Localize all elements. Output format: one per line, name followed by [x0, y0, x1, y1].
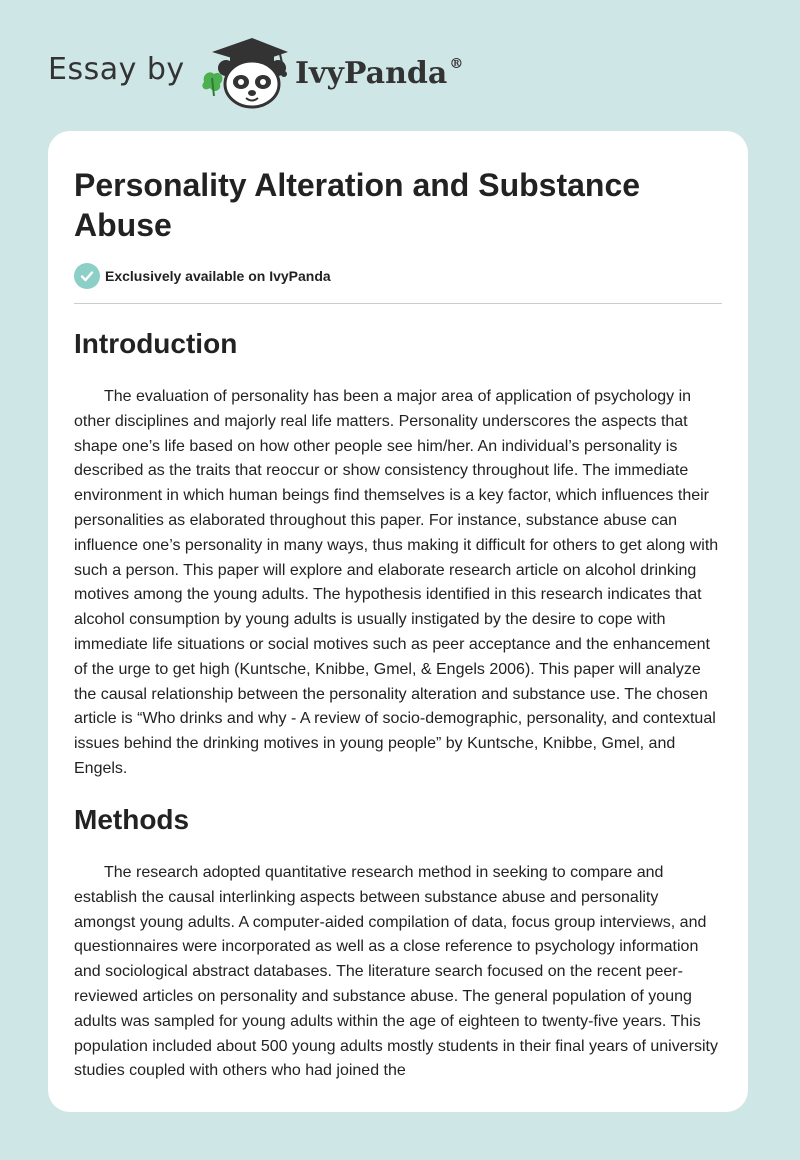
title-divider — [74, 303, 722, 304]
badge-text: Exclusively available on IvyPanda — [105, 268, 331, 284]
brand-name[interactable]: IvyPanda ® — [295, 56, 464, 91]
section-heading-methods: Methods — [74, 804, 190, 835]
panda-graduate-icon[interactable] — [200, 34, 290, 110]
section-heading-introduction: Introduction — [74, 328, 238, 359]
section-paragraph-introduction: The evaluation of personality has been a major area of application of psychology in other disciplines and majorly real life matters. Personality underscores the aspects that shape one’s life based on how other people see him/her. An individual’s personality is described as the traits that reoccur or show consistency throughout life. The immediate environment in which human beings find themselves is a key factor, which influences their personalities as elaborated throughout this paper. For instance, substance abuse can influence one’s personality in many ways, thus making it difficult for others to get along with such a person. This paper will explore and elaborate research article on alcohol drinking motives among the young adults. The hypothesis identified in this research indicates that alcohol consumption by young adults is usually instigated by the desire to cope with immediate life situations or social motives such as peer acceptance and the enhancement of the urge to get high (Kuntsche, Knibbe, Gmel, & Engels 2006). This paper will analyze the causal relationship between the personality alteration and substance use. The chosen article is “Who drinks and why - A review of socio-demographic, personality, and contextual issues behind the drinking motives in young people” by Kuntsche, Knibbe, Gmel, and Engels. — [74, 388, 719, 777]
page-title: Personality Alteration and Substance Abuse — [74, 167, 641, 243]
essay-by-label: Essay by — [48, 52, 185, 87]
essay-card — [48, 131, 748, 1112]
registered-mark: ® — [449, 56, 464, 72]
site-header — [48, 30, 508, 110]
exclusive-badge — [74, 263, 331, 289]
checkmark-icon — [74, 263, 100, 289]
section-paragraph-methods: The research adopted quantitative research method in seeking to compare and establish the causal interlinking aspects between substance abuse and personality amongst young adults. A computer-aided compilation of data, focus group interviews, and questionnaires were incorporated as well as a close reference to psychology information and sociological abstract databases. The literature search focused on the recent peer-reviewed articles on personality and substance abuse. The general population of young adults was sampled for young adults within the age of eighteen to twenty-five years. This population included about 500 young adults mostly students in their final years of university studies coupled with others who had joined the — [74, 864, 718, 1080]
